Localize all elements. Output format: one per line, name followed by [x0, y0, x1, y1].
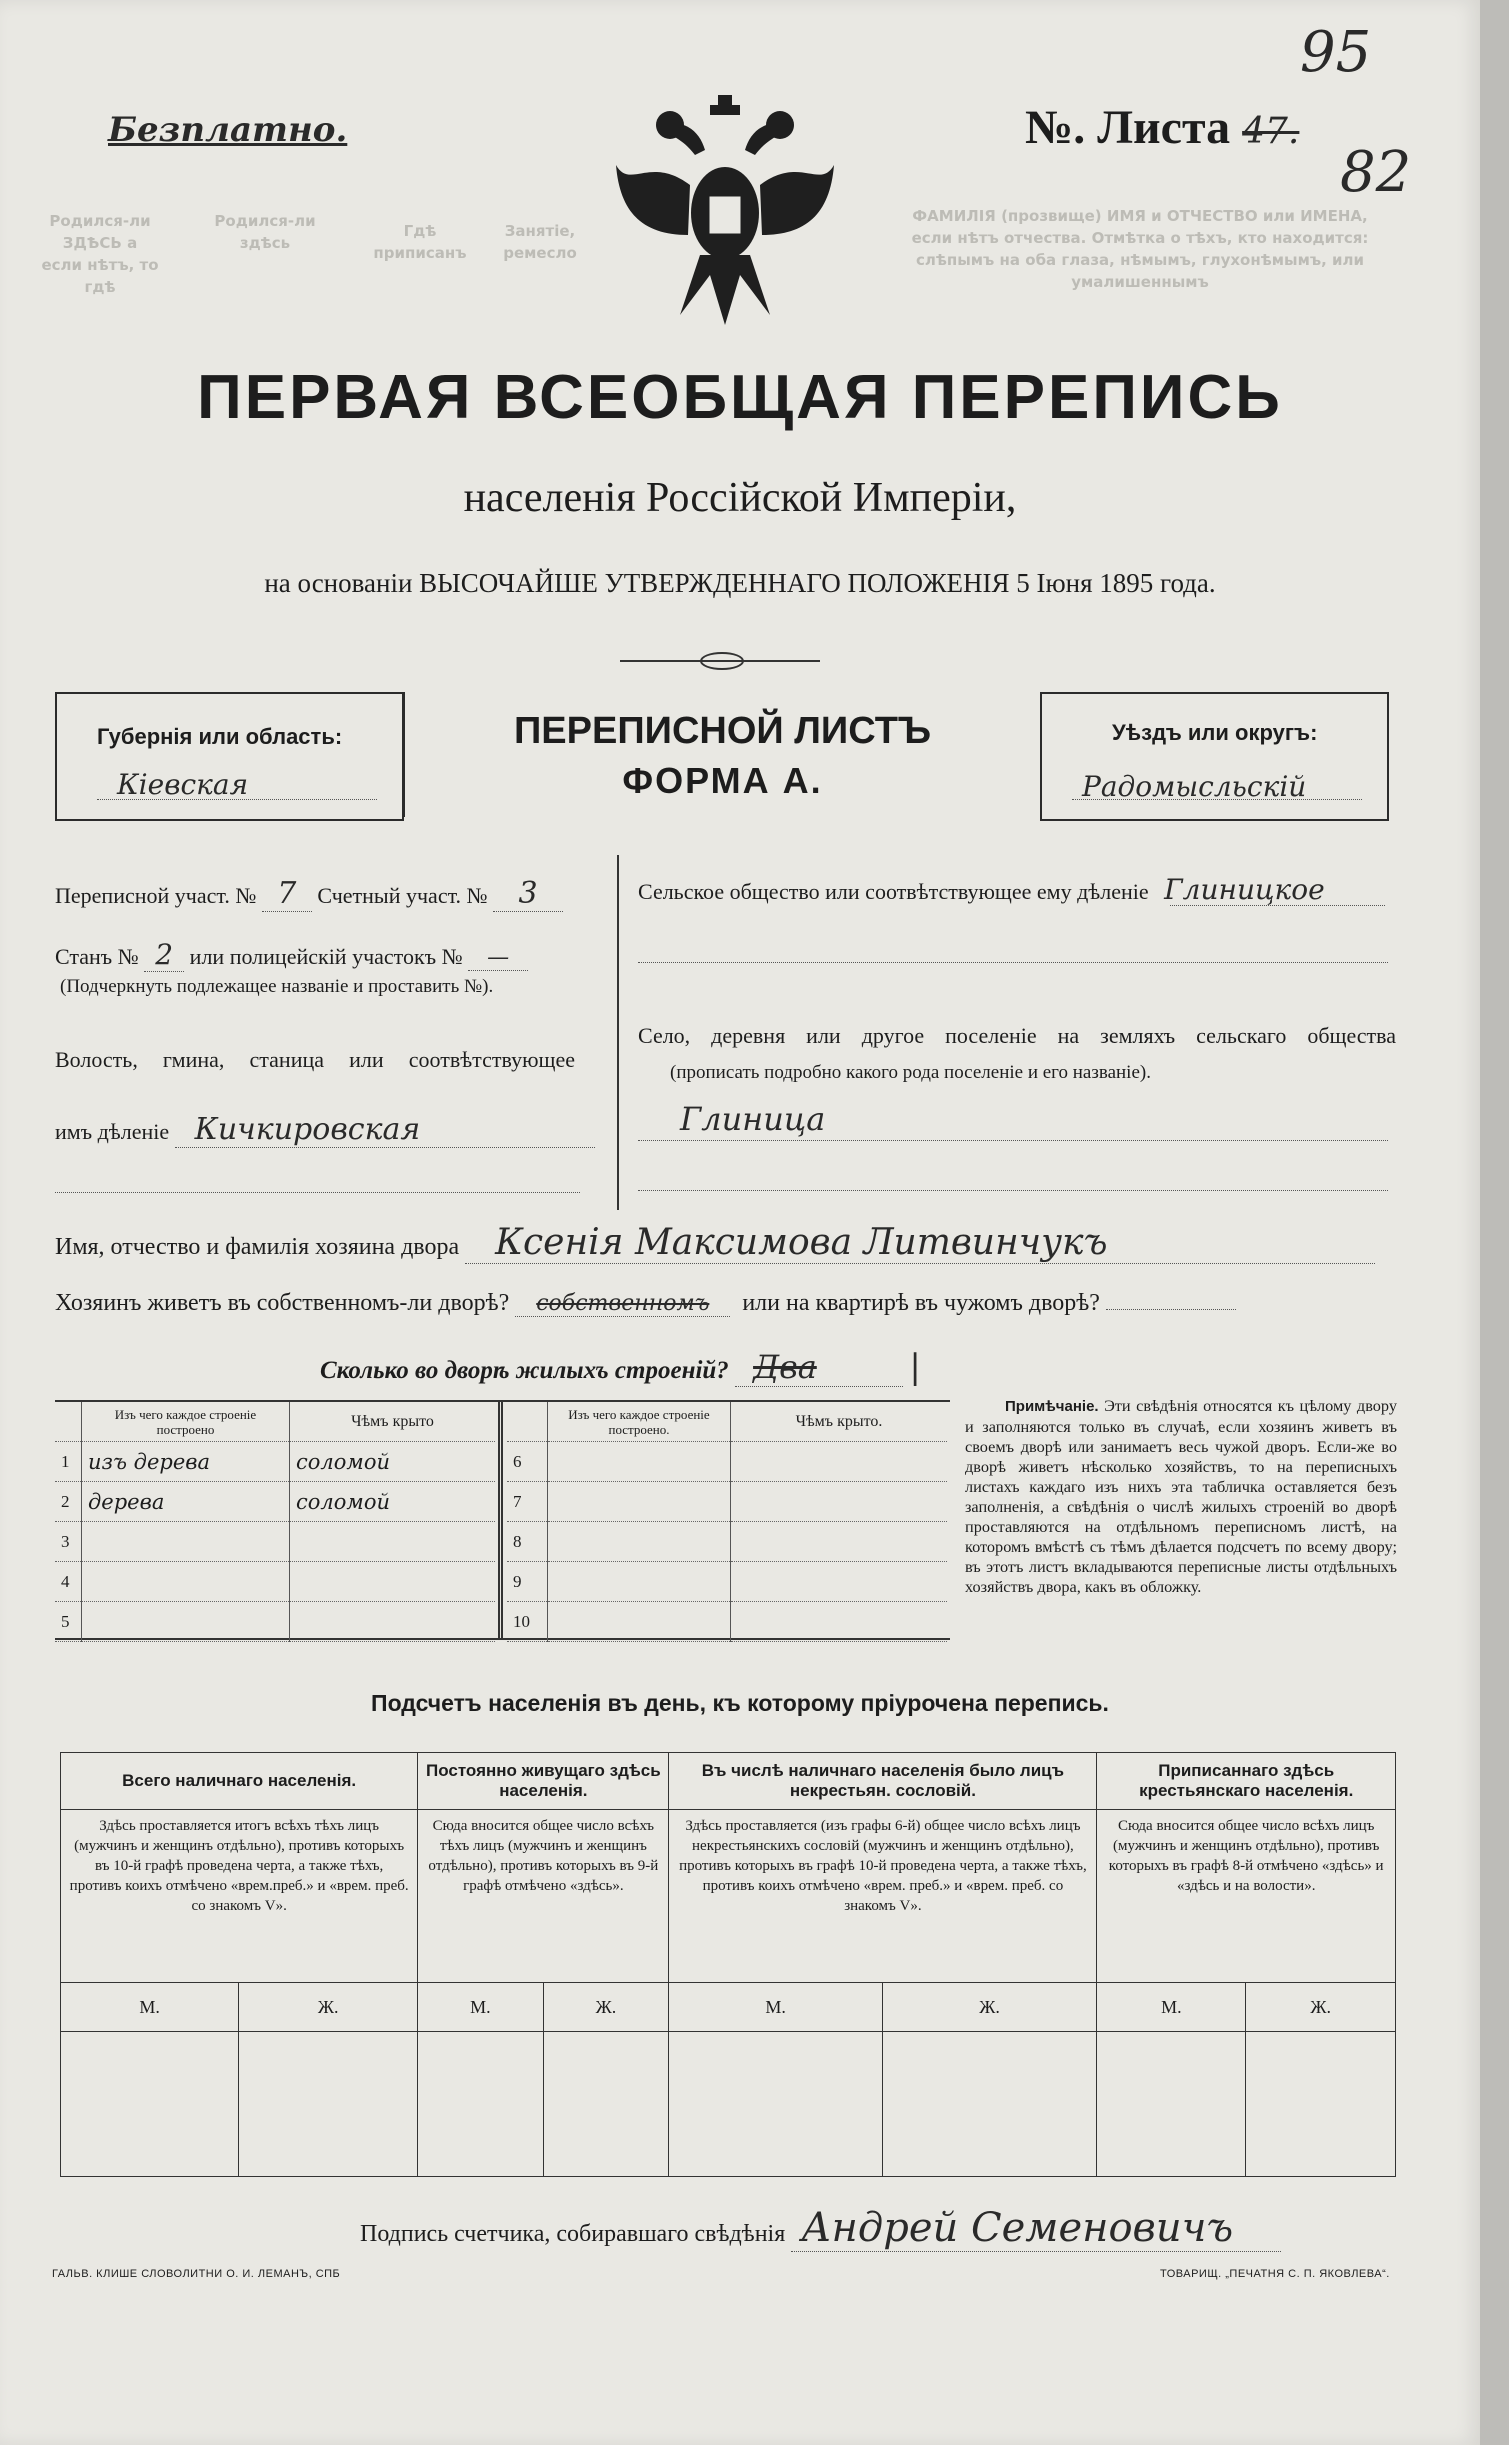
building-material	[548, 1482, 731, 1522]
page-subtitle: населенія Россійской Имперіи,	[463, 475, 1017, 521]
building-roof: соломой	[290, 1442, 496, 1482]
row-number: 8	[507, 1522, 548, 1562]
count-col1-desc: Здѣсь проставляется итогъ всѣхъ тѣхъ лицъ (мужчинъ и женщинъ отдѣльно), противъ которыхъ въ 10-й графѣ проведена черта, а также тѣхъ, противъ коихъ отмѣчено «врем.преб.» и «врем. преб. со знакомъ V».	[61, 1810, 418, 1983]
count-col2-desc: Сюда вносится общее число всѣхъ тѣхъ лицъ (мужчинъ и женщинъ отдѣльно), противъ которыхъ въ 9-й графѣ отмѣчено «здѣсь».	[418, 1810, 669, 1983]
building-material	[82, 1562, 290, 1602]
count-col3-m: М.	[669, 1983, 882, 2032]
count-table	[60, 1752, 1396, 2177]
count-heading: Подсчетъ населенія въ день, къ которому пріурочена перепись.	[371, 1690, 1109, 1716]
row-number: 10	[507, 1602, 548, 1642]
volost-extra-line	[55, 1192, 580, 1193]
village-note: (прописать подробно какого рода поселеніе и его названіе).	[670, 1062, 1151, 1083]
building-roof	[731, 1562, 948, 1602]
count-value-cell	[669, 2032, 882, 2177]
sheet-number-label: №. Листа	[1025, 101, 1231, 154]
signature-label: Подпись счетчика, собиравшаго свѣдѣнія	[360, 2221, 786, 2247]
fields-divider	[617, 855, 619, 1210]
count-col1-title: Всего наличнаго населенія.	[61, 1753, 418, 1810]
row-number: 6	[507, 1442, 548, 1482]
note-title: Примѣчаніе.	[1005, 1398, 1099, 1415]
building-material: дерева	[82, 1482, 290, 1522]
village-label: Село, деревня или другое поселеніе на земляхъ сельскаго общества	[638, 1023, 1396, 1048]
form-title: ПЕРЕПИСНОЙ ЛИСТЪ	[513, 710, 932, 752]
building-roof	[731, 1522, 948, 1562]
census-section-label: Переписной участ. №	[55, 883, 257, 908]
bleed-through-col5: ФАМИЛІЯ (прозвище) ИМЯ и ОТЧЕСТВО или ИМЕНА, если нѣтъ отчества. Отмѣтка о тѣхъ, кто находится: слѣпымъ на оба глаза, нѣмымъ, глухонѣмымъ, или умалишеннымъ	[911, 207, 1369, 291]
owner-name-label: Имя, отчество и фамилія хозяина двора	[55, 1234, 460, 1260]
volost-label-2: имъ дѣленіе	[55, 1119, 170, 1144]
count-value-cell	[61, 2032, 239, 2177]
rent-blank	[1106, 1309, 1236, 1310]
building-roof	[731, 1482, 948, 1522]
building-row	[55, 1442, 495, 1482]
building-roof	[290, 1522, 496, 1562]
count-col3-desc: Здѣсь проставляется (изъ графы 6-й) общее число всѣхъ лицъ некрестьянскихъ сословій (мужчинъ и женщинъ отдѣльно), противъ которыхъ въ графѣ 10-й проведена черта, а также тѣхъ, противъ коихъ отмѣчено «врем. преб.» и «врем. преб. со знакомъ V».	[669, 1810, 1097, 1983]
row-number: 7	[507, 1482, 548, 1522]
page-title: ПЕРВАЯ ВСЕОБЩАЯ ПЕРЕПИСЬ	[197, 363, 1283, 432]
bleed-through-col1: Родился-ли ЗДѢСЬ а если нѣтъ, то гдѣ	[41, 212, 159, 296]
building-row	[55, 1482, 495, 1522]
bleed-through-col4: Занятіе, ремесло	[503, 222, 577, 262]
count-col1-m: М.	[61, 1983, 239, 2032]
col-roof-right-header: Чѣмъ крыто.	[731, 1402, 948, 1442]
village-underline	[638, 1140, 1388, 1141]
buildings-table	[55, 1400, 950, 1640]
underline-note: (Подчеркнуть подлежащее названіе и проставить №).	[60, 976, 494, 997]
building-material	[548, 1602, 731, 1642]
building-material: изъ дерева	[82, 1442, 290, 1482]
province-value: Кіевская	[117, 768, 249, 801]
note-block	[965, 1396, 1397, 1597]
table-center-rule	[498, 1402, 503, 1638]
footer-right: ТОВАРИЩ. „ПЕЧАТНЯ С. П. ЯКОВЛЕВА“.	[1160, 2268, 1390, 2280]
count-col3-title: Въ числѣ наличнаго населенія было лицъ некрестьян. сословій.	[669, 1753, 1097, 1810]
owner-name-value: Ксенія Максимова Литвинчукъ	[465, 1222, 1375, 1264]
count-col4-title: Приписаннаго здѣсь крестьянскаго населенія.	[1097, 1753, 1396, 1810]
form-title-box	[403, 692, 1042, 817]
count-col4-desc: Сюда вносится общее число всѣхъ лицъ (мужчинъ и женщинъ отдѣльно), противъ которыхъ въ графѣ 8-й отмѣчено «здѣсь» и «здѣсь и на волости».	[1097, 1810, 1396, 1983]
province-underline	[97, 799, 377, 800]
building-row	[55, 1522, 495, 1562]
buildings-label: Сколько во дворѣ жилыхъ строеній?	[320, 1357, 729, 1384]
building-material	[548, 1442, 731, 1482]
building-roof: соломой	[290, 1482, 496, 1522]
col-roof-header: Чѣмъ крыто	[290, 1402, 496, 1442]
buildings-table-left	[55, 1402, 495, 1642]
building-row	[507, 1482, 947, 1522]
rent-label: или на квартирѣ въ чужомъ дворѣ?	[742, 1290, 1100, 1316]
count-col1-f: Ж.	[239, 1983, 418, 2032]
district-label: Уѣздъ или округъ:	[1112, 720, 1318, 745]
count-col2-title: Постоянно живущаго здѣсь населенія.	[418, 1753, 669, 1810]
row-number: 4	[55, 1562, 82, 1602]
form-type: ФОРМА А.	[622, 760, 823, 801]
free-label: Безплатно.	[108, 110, 348, 150]
scan-edge	[1480, 0, 1509, 2445]
count-value-cell	[418, 2032, 543, 2177]
building-row	[507, 1522, 947, 1562]
police-label: или полицейскій участокъ №	[189, 944, 463, 969]
building-row	[507, 1562, 947, 1602]
count-col4-f: Ж.	[1246, 1983, 1396, 2032]
buildings-mark: |	[909, 1347, 921, 1387]
row-number: 9	[507, 1562, 548, 1602]
owner-yard-row	[55, 1290, 1236, 1317]
society-row	[638, 873, 1325, 906]
footer-left: ГАЛЬВ. КЛИШЕ СЛОВОЛИТНИ О. И. ЛЕМАНЪ, СПБ	[52, 2268, 341, 2280]
district-underline	[1072, 799, 1362, 800]
building-roof	[731, 1602, 948, 1642]
own-yard-label: Хозяинъ живетъ въ собственномъ-ли дворѣ?	[55, 1290, 510, 1316]
count-col3-f: Ж.	[882, 1983, 1097, 2032]
row-number: 3	[55, 1522, 82, 1562]
signature-value: Андрей Семеновичъ	[791, 2205, 1281, 2252]
signature-row	[360, 2205, 1281, 2252]
census-section-row	[55, 876, 563, 912]
counting-section-label: Счетный участ. №	[317, 883, 488, 908]
building-row	[507, 1442, 947, 1482]
building-roof	[290, 1602, 496, 1642]
society-value: Глиницкое	[1164, 873, 1325, 906]
col-material-header: Изъ чего каждое строеніе построено	[82, 1402, 290, 1442]
building-material	[82, 1602, 290, 1642]
province-box	[55, 692, 404, 821]
imperial-eagle-emblem	[610, 95, 840, 325]
stan-label: Станъ №	[55, 944, 139, 969]
count-value-cell	[239, 2032, 418, 2177]
building-roof	[290, 1562, 496, 1602]
volost-row	[55, 1112, 595, 1148]
row-number: 1	[55, 1442, 82, 1482]
count-value-cell	[543, 2032, 669, 2177]
stan-row	[55, 938, 528, 972]
village-value: Глиница	[680, 1100, 826, 1138]
building-row	[55, 1602, 495, 1642]
building-row	[55, 1562, 495, 1602]
buildings-row	[320, 1347, 921, 1387]
bleed-through-col2: Родился-ли здѣсь	[214, 212, 316, 252]
building-material	[548, 1562, 731, 1602]
province-label: Губернія или область:	[97, 724, 343, 749]
building-row	[507, 1602, 947, 1642]
col-material-right-header: Изъ чего каждое строеніе построено.	[548, 1402, 731, 1442]
sheet-number	[1025, 100, 1299, 155]
society-label: Сельское общество или соотвѣтствующее ему дѣленіе	[638, 879, 1149, 904]
volost-label: Волость, гмина, станица или соотвѣтствующее	[55, 1047, 575, 1072]
archive-number-top: 95	[1300, 20, 1372, 85]
building-roof	[731, 1442, 948, 1482]
bleed-through-col3: Гдѣ приписанъ	[373, 222, 467, 262]
village-extra-line	[638, 1190, 1388, 1191]
count-value-cell	[882, 2032, 1097, 2177]
police-value: —	[468, 945, 528, 971]
archive-number-side: 82	[1340, 140, 1412, 205]
own-yard-value: собственномъ	[515, 1291, 730, 1317]
society-extra-line	[638, 962, 1388, 963]
building-material	[82, 1522, 290, 1562]
count-col4-m: М.	[1097, 1983, 1246, 2032]
buildings-value: Два	[735, 1348, 903, 1387]
census-section-value: 7	[262, 876, 312, 912]
note-text: Эти свѣдѣнія относятся къ цѣлому двору и заполняются только въ случаѣ, если хозяинъ живетъ въ своемъ дворѣ или занимаетъ весь чужой дворъ. Если-же во дворѣ живетъ нѣсколько хозяйствъ, то на переписныхъ листахъ каждаго изъ нихъ эта табличка оставляется безъ заполненія, а свѣдѣнія о числѣ жилыхъ строеній во дворѣ проставляются на отдѣльномъ переписномъ листѣ, на которомъ вмѣстѣ съ тѣмъ дѣлается подсчетъ по всему двору; въ этотъ листъ вкладываются переписные листы отдѣльныхъ хозяйствъ двора, какъ въ обложку.	[965, 1396, 1397, 1596]
count-col2-f: Ж.	[543, 1983, 669, 2032]
row-number: 5	[55, 1602, 82, 1642]
ornament-center	[700, 652, 744, 670]
stan-value: 2	[144, 938, 184, 972]
district-value: Радомысльскій	[1082, 770, 1307, 803]
row-number: 2	[55, 1482, 82, 1522]
district-box	[1040, 692, 1389, 821]
society-underline	[1170, 905, 1385, 906]
owner-name-row	[55, 1222, 1375, 1264]
count-value-cell	[1097, 2032, 1246, 2177]
count-col2-m: М.	[418, 1983, 543, 2032]
building-material	[548, 1522, 731, 1562]
count-value-cell	[1246, 2032, 1396, 2177]
volost-value: Кичкировская	[175, 1112, 595, 1148]
basis-line: на основаніи ВЫСОЧАЙШЕ УТВЕРЖДЕННАГО ПОЛОЖЕНІЯ 5 Іюня 1895 года.	[264, 568, 1216, 598]
buildings-table-right	[507, 1402, 947, 1642]
counting-section-value: 3	[493, 876, 563, 912]
sheet-number-value: 47.	[1242, 111, 1300, 152]
